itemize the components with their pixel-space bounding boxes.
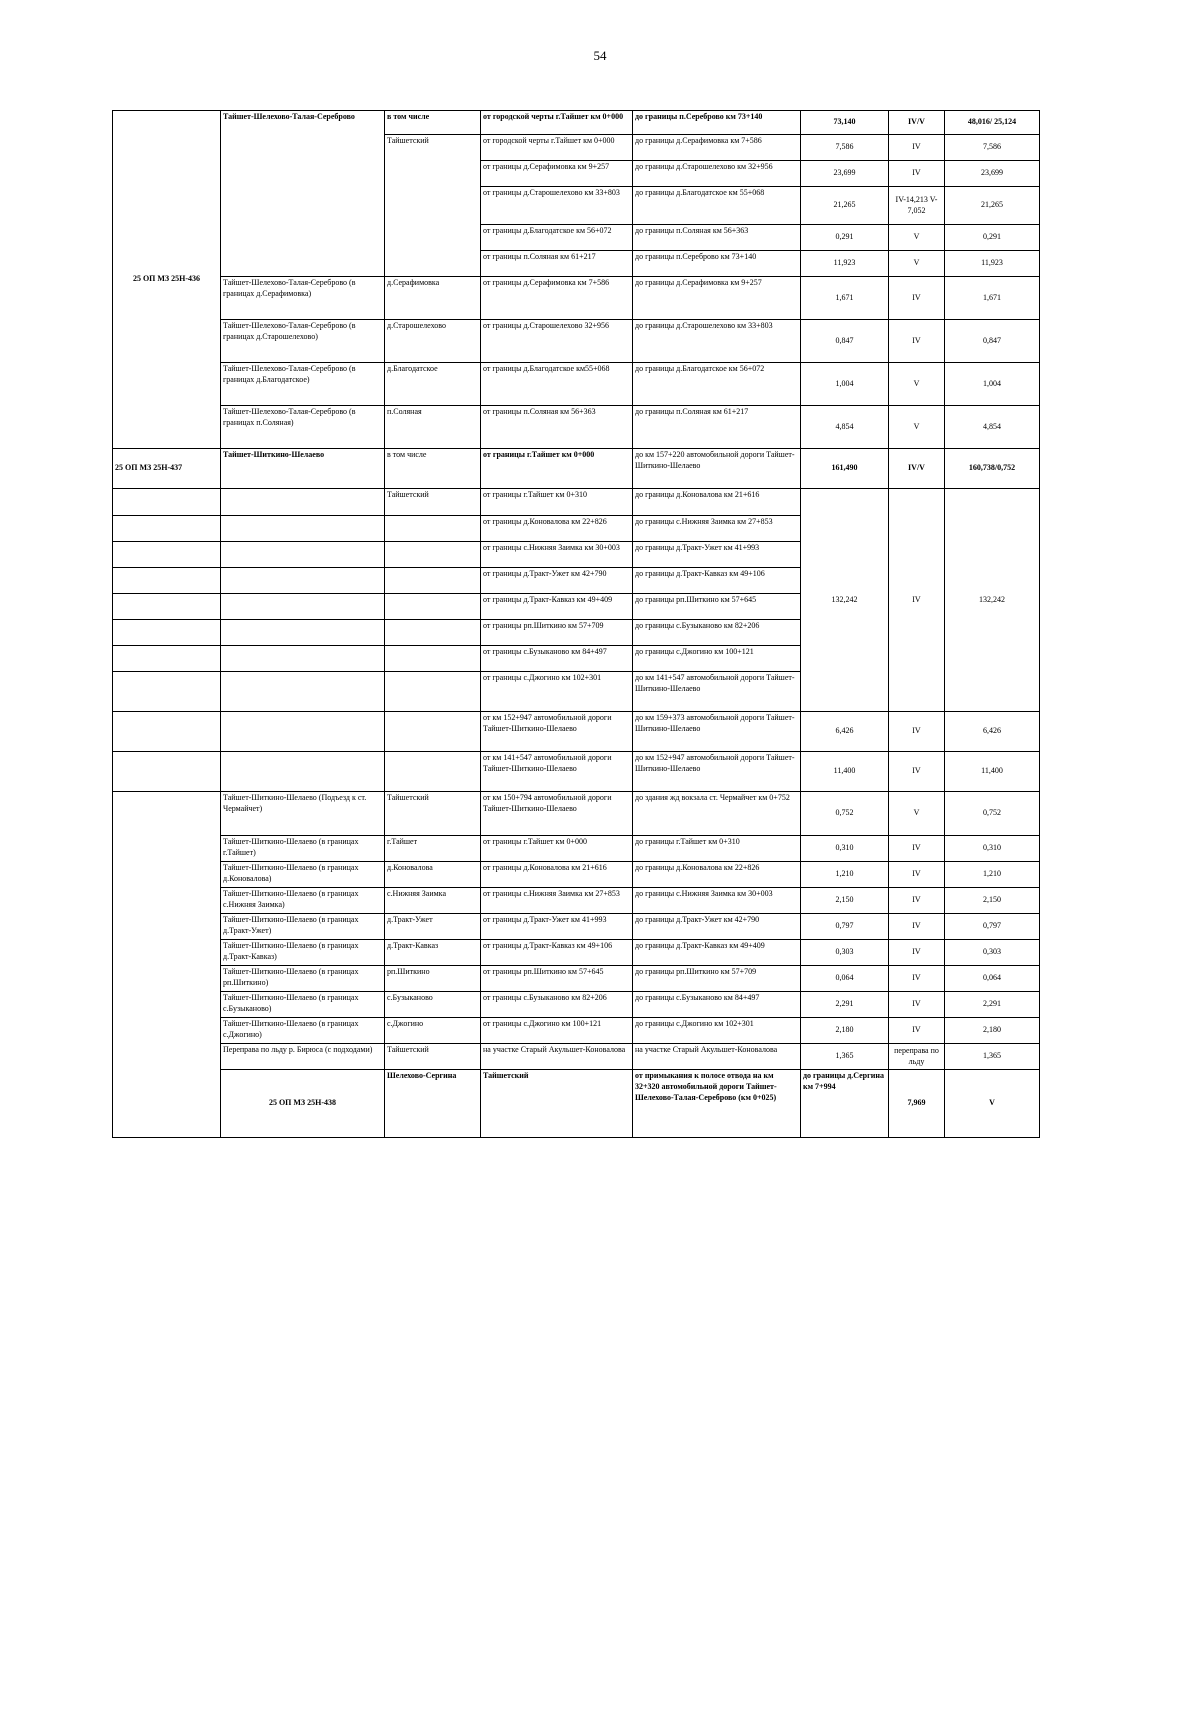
length-cell: 1,210	[801, 862, 889, 888]
to-cell: до здания жд вокзала ст. Чермайчет км 0+752	[633, 792, 801, 836]
total-cell: 0,310	[945, 836, 1040, 862]
total-cell: 21,265	[945, 187, 1040, 225]
roads-table	[112, 110, 1040, 1138]
road-id-cell	[113, 594, 221, 620]
table-row	[113, 836, 1040, 862]
to-cell: до границы п.Сереброво км 73+140	[633, 111, 801, 135]
to-cell: на участке Старый Акульшет-Коновалова	[633, 1044, 801, 1070]
to-cell: до км 152+947 автомобильной дороги Тайшет-Шиткино-Шелаево	[633, 752, 801, 792]
road-name-cell: Переправа по льду р. Бирюса (с подходами)	[221, 1044, 385, 1070]
road-name-cell: Тайшет-Шиткино-Шелаево (в границах д.Тракт-Кавказ)	[221, 940, 385, 966]
from-cell: от границы д.Тракт-Кавказ км 49+106	[481, 940, 633, 966]
district-cell	[385, 594, 481, 620]
table-row	[113, 940, 1040, 966]
road-name-cell: Тайшет-Шиткино-Шелаево (Подъезд к ст. Чермайчет)	[221, 792, 385, 836]
length-cell: 1,365	[801, 1044, 889, 1070]
table-row	[113, 752, 1040, 792]
table-row	[113, 363, 1040, 406]
category-cell: V	[889, 406, 945, 449]
district-cell: д.Тракт-Кавказ	[385, 940, 481, 966]
category-cell: V	[945, 1070, 1040, 1138]
road-name-cell	[221, 516, 385, 542]
category-cell: IV	[889, 940, 945, 966]
from-cell: от км 150+794 автомобильной дороги Тайшет-Шиткино-Шелаево	[481, 792, 633, 836]
total-cell: 0,064	[945, 966, 1040, 992]
page-number: 54	[593, 48, 607, 63]
road-name-cell: Шелехово-Сергина	[385, 1070, 481, 1138]
road-name-cell	[221, 489, 385, 516]
district-cell: Тайшетский	[385, 489, 481, 516]
to-cell: до км 141+547 автомобильной дороги Тайшет-Шиткино-Шелаево	[633, 672, 801, 712]
length-cell: 11,923	[801, 251, 889, 277]
length-cell: 2,180	[801, 1018, 889, 1044]
road-name-cell: Тайшет-Шиткино-Шелаево (в границах д.Коновалова)	[221, 862, 385, 888]
table-row	[113, 277, 1040, 320]
district-cell	[385, 712, 481, 752]
from-cell: от границы д.Тракт-Ужет км 41+993	[481, 914, 633, 940]
from-cell: от примыкания к полосе отвода на км 32+320 автомобильной дороги Тайшет-Шелехово-Талая-Сереброво (км 0+025)	[633, 1070, 801, 1138]
table-row	[113, 1070, 1040, 1138]
district-cell: д.Тракт-Ужет	[385, 914, 481, 940]
district-cell	[385, 542, 481, 568]
from-cell: от границы с.Нижняя Заимка км 30+003	[481, 542, 633, 568]
table-row	[113, 712, 1040, 752]
district-cell: с.Джогино	[385, 1018, 481, 1044]
length-cell: 0,797	[801, 914, 889, 940]
district-cell: с.Нижняя Заимка	[385, 888, 481, 914]
category-cell: IV	[889, 752, 945, 792]
to-cell: до границы д.Тракт-Ужет км 42+790	[633, 914, 801, 940]
to-cell: до границы д.Тракт-Ужет км 41+993	[633, 542, 801, 568]
total-cell: 0,291	[945, 225, 1040, 251]
road-name-cell: Тайшет-Шелехово-Талая-Сереброво	[221, 111, 385, 277]
road-id-cell	[113, 712, 221, 752]
road-id-cell	[113, 672, 221, 712]
district-cell: д.Благодатское	[385, 363, 481, 406]
total-cell: 1,671	[945, 277, 1040, 320]
total-cell: 160,738/0,752	[945, 449, 1040, 489]
length-cell: 1,004	[801, 363, 889, 406]
category-cell: IV	[889, 966, 945, 992]
road-name-cell: Тайшет-Шиткино-Шелаево	[221, 449, 385, 489]
road-id-cell	[113, 542, 221, 568]
district-cell: в том числе	[385, 111, 481, 135]
from-cell: от границы д.Тракт-Ужет км 42+790	[481, 568, 633, 594]
district-cell: Тайшетский	[385, 1044, 481, 1070]
table-row	[113, 862, 1040, 888]
length-cell: 0,064	[801, 966, 889, 992]
road-name-cell	[221, 568, 385, 594]
road-name-cell: Тайшет-Шелехово-Талая-Сереброво (в границах д.Серафимовка)	[221, 277, 385, 320]
total-cell: 7,586	[945, 135, 1040, 161]
from-cell: от границы рп.Шиткино км 57+709	[481, 620, 633, 646]
total-cell: 0,797	[945, 914, 1040, 940]
length-cell: 73,140	[801, 111, 889, 135]
length-cell: 161,490	[801, 449, 889, 489]
total-cell: 48,016/ 25,124	[945, 111, 1040, 135]
to-cell: до границы рп.Шиткино км 57+709	[633, 966, 801, 992]
to-cell: до границы д.Старошелехово км 33+803	[633, 320, 801, 363]
to-cell: до границы д.Старошелехово км 32+956	[633, 161, 801, 187]
district-cell	[385, 672, 481, 712]
to-cell: до границы с.Нижняя Заимка км 27+853	[633, 516, 801, 542]
total-cell: 4,854	[945, 406, 1040, 449]
to-cell: до границы с.Джогино км 102+301	[633, 1018, 801, 1044]
to-cell: до границы рп.Шиткино км 57+645	[633, 594, 801, 620]
road-name-cell	[221, 594, 385, 620]
road-name-cell: Тайшет-Шиткино-Шелаево (в границах с.Джогино)	[221, 1018, 385, 1044]
length-cell: 2,150	[801, 888, 889, 914]
to-cell: до границы п.Соляная км 56+363	[633, 225, 801, 251]
road-id-cell: 25 ОП МЗ 25Н-438	[221, 1070, 385, 1138]
from-cell: от км 152+947 автомобильной дороги Тайшет-Шиткино-Шелаево	[481, 712, 633, 752]
to-cell: до границы д.Серафимовка км 7+586	[633, 135, 801, 161]
length-cell: 0,847	[801, 320, 889, 363]
total-cell: 11,400	[945, 752, 1040, 792]
from-cell: от границы д.Благодатское км55+068	[481, 363, 633, 406]
total-cell: 0,752	[945, 792, 1040, 836]
from-cell: от городской черты г.Тайшет км 0+000	[481, 135, 633, 161]
category-cell: IV	[889, 914, 945, 940]
road-id-cell	[113, 752, 221, 792]
table-row	[113, 489, 1040, 516]
road-name-cell	[221, 752, 385, 792]
category-cell: IV	[889, 489, 945, 712]
length-cell: 7,969	[889, 1070, 945, 1138]
road-id-cell	[113, 792, 221, 1138]
road-id-cell	[113, 568, 221, 594]
from-cell: от границы п.Соляная км 56+363	[481, 406, 633, 449]
from-cell: на участке Старый Акульшет-Коновалова	[481, 1044, 633, 1070]
road-name-cell: Тайшет-Шиткино-Шелаево (в границах г.Тайшет)	[221, 836, 385, 862]
length-cell: 1,671	[801, 277, 889, 320]
district-cell: д.Старошелехово	[385, 320, 481, 363]
road-name-cell: Тайшет-Шиткино-Шелаево (в границах д.Тракт-Ужет)	[221, 914, 385, 940]
district-cell: с.Бузыканово	[385, 992, 481, 1018]
district-cell: п.Соляная	[385, 406, 481, 449]
category-cell: IV	[889, 1018, 945, 1044]
to-cell: до границы г.Тайшет км 0+310	[633, 836, 801, 862]
from-cell: от границы г.Тайшет км 0+310	[481, 489, 633, 516]
length-cell: 132,242	[801, 489, 889, 712]
district-cell: в том числе	[385, 449, 481, 489]
length-cell: 4,854	[801, 406, 889, 449]
length-cell: 0,291	[801, 225, 889, 251]
to-cell: до границы д.Коновалова км 22+826	[633, 862, 801, 888]
district-cell: Тайшетский	[385, 792, 481, 836]
road-name-cell: Тайшет-Шелехово-Талая-Сереброво (в границах п.Соляная)	[221, 406, 385, 449]
road-name-cell: Тайшет-Шиткино-Шелаево (в границах с.Нижняя Заимка)	[221, 888, 385, 914]
total-cell: 2,180	[945, 1018, 1040, 1044]
total-cell: 11,923	[945, 251, 1040, 277]
length-cell: 2,291	[801, 992, 889, 1018]
to-cell: до границы д.Благодатское км 56+072	[633, 363, 801, 406]
to-cell: до границы д.Коновалова км 21+616	[633, 489, 801, 516]
table-row	[113, 1018, 1040, 1044]
total-cell: 0,847	[945, 320, 1040, 363]
from-cell: от границы г.Тайшет км 0+000	[481, 836, 633, 862]
road-name-cell	[221, 542, 385, 568]
from-cell: от границы с.Бузыканово км 84+497	[481, 646, 633, 672]
total-cell: 2,291	[945, 992, 1040, 1018]
to-cell: до границы с.Нижняя Заимка км 30+003	[633, 888, 801, 914]
category-cell: IV	[889, 836, 945, 862]
from-cell: от границы с.Нижняя Заимка км 27+853	[481, 888, 633, 914]
from-cell: от границы с.Бузыканово км 82+206	[481, 992, 633, 1018]
to-cell: до границы д.Сергина км 7+994	[801, 1070, 889, 1138]
road-name-cell: Тайшет-Шиткино-Шелаево (в границах с.Бузыканово)	[221, 992, 385, 1018]
table-row	[113, 111, 1040, 135]
road-id-cell	[113, 620, 221, 646]
total-cell: 1,210	[945, 862, 1040, 888]
road-id-cell: 25 ОП МЗ 25Н-437	[113, 449, 221, 489]
category-cell: IV	[889, 135, 945, 161]
district-cell: д.Серафимовка	[385, 277, 481, 320]
to-cell: до границы д.Тракт-Кавказ км 49+409	[633, 940, 801, 966]
from-cell: от границы с.Джогино км 102+301	[481, 672, 633, 712]
category-cell: IV	[889, 992, 945, 1018]
road-id-cell	[113, 646, 221, 672]
to-cell: до границы д.Благодатское км 55+068	[633, 187, 801, 225]
total-cell: 132,242	[945, 489, 1040, 712]
district-cell: г.Тайшет	[385, 836, 481, 862]
total-cell: 2,150	[945, 888, 1040, 914]
category-cell: IV	[889, 888, 945, 914]
table-row	[113, 449, 1040, 489]
district-cell	[385, 752, 481, 792]
from-cell: от границы д.Благодатское км 56+072	[481, 225, 633, 251]
from-cell: от границы рп.Шиткино км 57+645	[481, 966, 633, 992]
length-cell: 0,310	[801, 836, 889, 862]
to-cell: до границы д.Тракт-Кавказ км 49+106	[633, 568, 801, 594]
road-name-cell	[221, 712, 385, 752]
district-cell	[385, 620, 481, 646]
to-cell: до границы с.Бузыканово км 84+497	[633, 992, 801, 1018]
length-cell: 7,586	[801, 135, 889, 161]
district-cell	[385, 516, 481, 542]
road-name-cell	[221, 620, 385, 646]
district-cell: Тайшетский	[481, 1070, 633, 1138]
to-cell: до км 159+373 автомобильной дороги Тайшет-Шиткино-Шелаево	[633, 712, 801, 752]
category-cell: IV/V	[889, 111, 945, 135]
to-cell: до границы с.Бузыканово км 82+206	[633, 620, 801, 646]
table-row	[113, 1044, 1040, 1070]
district-cell: рп.Шиткино	[385, 966, 481, 992]
road-name-cell: Тайшет-Шелехово-Талая-Сереброво (в границах д.Старошелехово)	[221, 320, 385, 363]
category-cell: V	[889, 225, 945, 251]
district-cell: Тайшетский	[385, 135, 481, 277]
to-cell: до км 157+220 автомобильной дороги Тайшет-Шиткино-Шелаево	[633, 449, 801, 489]
category-cell: IV/V	[889, 449, 945, 489]
category-cell: IV-14,213 V-7,052	[889, 187, 945, 225]
from-cell: от границы д.Старошелехово км 33+803	[481, 187, 633, 225]
total-cell: 1,004	[945, 363, 1040, 406]
district-cell: д.Коновалова	[385, 862, 481, 888]
table-row	[113, 406, 1040, 449]
table-row	[113, 320, 1040, 363]
table-row	[113, 966, 1040, 992]
district-cell	[385, 568, 481, 594]
total-cell: 0,303	[945, 940, 1040, 966]
from-cell: от границы с.Джогино км 100+121	[481, 1018, 633, 1044]
from-cell: от границы г.Тайшет км 0+000	[481, 449, 633, 489]
from-cell: от км 141+547 автомобильной дороги Тайшет-Шиткино-Шелаево	[481, 752, 633, 792]
to-cell: до границы д.Серафимовка км 9+257	[633, 277, 801, 320]
total-cell: 6,426	[945, 712, 1040, 752]
category-cell: IV	[889, 161, 945, 187]
total-cell: 1,365	[945, 1044, 1040, 1070]
from-cell: от городской черты г.Тайшет км 0+000	[481, 111, 633, 135]
length-cell: 21,265	[801, 187, 889, 225]
category-cell: переправа по льду	[889, 1044, 945, 1070]
table-row	[113, 888, 1040, 914]
table-row	[113, 792, 1040, 836]
length-cell: 11,400	[801, 752, 889, 792]
category-cell: IV	[889, 277, 945, 320]
road-id-cell	[113, 516, 221, 542]
road-id-cell	[113, 489, 221, 516]
table-row	[113, 914, 1040, 940]
from-cell: от границы д.Тракт-Кавказ км 49+409	[481, 594, 633, 620]
category-cell: IV	[889, 320, 945, 363]
total-cell: 23,699	[945, 161, 1040, 187]
from-cell: от границы д.Старошелехово 32+956	[481, 320, 633, 363]
road-name-cell	[221, 646, 385, 672]
category-cell: V	[889, 251, 945, 277]
category-cell: V	[889, 792, 945, 836]
length-cell: 6,426	[801, 712, 889, 752]
to-cell: до границы п.Соляная км 61+217	[633, 406, 801, 449]
road-name-cell: Тайшет-Шелехово-Талая-Сереброво (в границах д.Благодатское)	[221, 363, 385, 406]
road-id-cell: 25 ОП МЗ 25Н-436	[113, 111, 221, 449]
length-cell: 23,699	[801, 161, 889, 187]
from-cell: от границы д.Коновалова км 21+616	[481, 862, 633, 888]
table-row	[113, 992, 1040, 1018]
length-cell: 0,303	[801, 940, 889, 966]
category-cell: V	[889, 363, 945, 406]
to-cell: до границы п.Сереброво км 73+140	[633, 251, 801, 277]
category-cell: IV	[889, 712, 945, 752]
road-name-cell: Тайшет-Шиткино-Шелаево (в границах рп.Шиткино)	[221, 966, 385, 992]
from-cell: от границы д.Серафимовка км 7+586	[481, 277, 633, 320]
from-cell: от границы д.Серафимовка км 9+257	[481, 161, 633, 187]
length-cell: 0,752	[801, 792, 889, 836]
category-cell: IV	[889, 862, 945, 888]
from-cell: от границы д.Коновалова км 22+826	[481, 516, 633, 542]
road-name-cell	[221, 672, 385, 712]
district-cell	[385, 646, 481, 672]
from-cell: от границы п.Соляная км 61+217	[481, 251, 633, 277]
to-cell: до границы с.Джогино км 100+121	[633, 646, 801, 672]
